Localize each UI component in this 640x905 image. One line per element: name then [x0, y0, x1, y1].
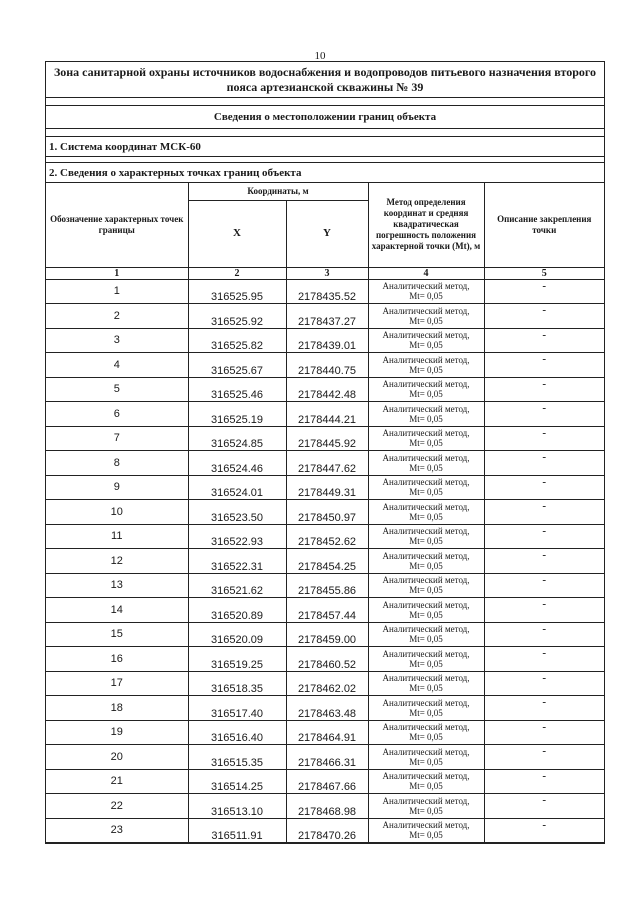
- table-row: [46, 524, 604, 549]
- header-y: Y: [286, 200, 368, 267]
- accuracy-text: Mt= 0,05: [409, 756, 443, 767]
- method-text: Аналитический метод,: [382, 673, 470, 684]
- point-description: -: [484, 279, 604, 304]
- point-description: -: [484, 696, 604, 721]
- table-row: [46, 500, 604, 525]
- coordinate-y: 2178452.62: [286, 524, 368, 549]
- point-id: 19: [46, 720, 188, 745]
- coordinate-y: 2178468.98: [286, 794, 368, 819]
- method-cell: [368, 475, 484, 500]
- method-cell: [368, 769, 484, 794]
- point-id: 20: [46, 745, 188, 770]
- coordinate-x: 316522.31: [188, 549, 286, 574]
- method-cell: [368, 549, 484, 574]
- accuracy-text: Mt= 0,05: [409, 364, 443, 375]
- point-id: 4: [46, 353, 188, 378]
- coordinate-x: 316520.09: [188, 622, 286, 647]
- spacer-row: [46, 98, 604, 106]
- coordinate-x: 316518.35: [188, 671, 286, 696]
- method-cell: [368, 304, 484, 329]
- table-row: [46, 671, 604, 696]
- table-row: [46, 402, 604, 427]
- column-number-2: 2: [188, 267, 286, 279]
- point-description: -: [484, 475, 604, 500]
- method-cell: [368, 818, 484, 843]
- table-row: [46, 745, 604, 770]
- coordinate-y: 2178462.02: [286, 671, 368, 696]
- method-text: Аналитический метод,: [382, 722, 470, 733]
- point-description: -: [484, 377, 604, 402]
- table-row: [46, 598, 604, 623]
- point-id: 14: [46, 598, 188, 623]
- coordinate-y: 2178442.48: [286, 377, 368, 402]
- document-title: Зона санитарной охраны источников водоснабжения и водопроводов питьевого назначения второго пояса артезианской скважины № 39: [46, 62, 604, 98]
- coordinate-x: 316525.82: [188, 328, 286, 353]
- header-x: X: [188, 200, 286, 267]
- point-id: 12: [46, 549, 188, 574]
- method-text: Аналитический метод,: [382, 648, 470, 659]
- points-table: [46, 183, 604, 843]
- accuracy-text: Mt= 0,05: [409, 315, 443, 326]
- coordinate-y: 2178463.48: [286, 696, 368, 721]
- point-id: 10: [46, 500, 188, 525]
- accuracy-text: Mt= 0,05: [409, 511, 443, 522]
- coordinate-y: 2178437.27: [286, 304, 368, 329]
- coordinate-x: 316523.50: [188, 500, 286, 525]
- table-row: [46, 573, 604, 598]
- point-description: -: [484, 647, 604, 672]
- column-number-4: 4: [368, 267, 484, 279]
- method-text: Аналитический метод,: [382, 305, 470, 316]
- coordinate-y: 2178457.44: [286, 598, 368, 623]
- point-id: 1: [46, 279, 188, 304]
- point-description: -: [484, 745, 604, 770]
- method-text: Аналитический метод,: [382, 379, 470, 390]
- method-cell: [368, 745, 484, 770]
- coordinate-y: 2178439.01: [286, 328, 368, 353]
- coordinate-x: 316524.85: [188, 426, 286, 451]
- accuracy-text: Mt= 0,05: [409, 634, 443, 645]
- point-id: 21: [46, 769, 188, 794]
- coordinate-y: 2178445.92: [286, 426, 368, 451]
- coordinate-x: 316516.40: [188, 720, 286, 745]
- section-characteristic-points: 2. Сведения о характерных точках границ объекта: [46, 163, 604, 183]
- point-id: 5: [46, 377, 188, 402]
- coordinate-x: 316525.19: [188, 402, 286, 427]
- header-point-designation: Обозначение характерных точек границы: [46, 183, 188, 267]
- coordinate-y: 2178460.52: [286, 647, 368, 672]
- accuracy-text: Mt= 0,05: [409, 560, 443, 571]
- point-id: 7: [46, 426, 188, 451]
- accuracy-text: Mt= 0,05: [409, 291, 443, 302]
- method-text: Аналитический метод,: [382, 697, 470, 708]
- method-text: Аналитический метод,: [382, 820, 470, 831]
- table-row: [46, 818, 604, 843]
- coordinate-y: 2178447.62: [286, 451, 368, 476]
- point-id: 3: [46, 328, 188, 353]
- accuracy-text: Mt= 0,05: [409, 389, 443, 400]
- point-description: -: [484, 549, 604, 574]
- accuracy-text: Mt= 0,05: [409, 683, 443, 694]
- method-text: Аналитический метод,: [382, 575, 470, 586]
- point-id: 9: [46, 475, 188, 500]
- spacer-row: [46, 129, 604, 137]
- table-row: [46, 377, 604, 402]
- coordinate-x: 316519.25: [188, 647, 286, 672]
- point-description: -: [484, 353, 604, 378]
- point-description: -: [484, 426, 604, 451]
- table-row: [46, 304, 604, 329]
- column-number-5: 5: [484, 267, 604, 279]
- method-cell: [368, 426, 484, 451]
- table-row: [46, 647, 604, 672]
- table-row: [46, 622, 604, 647]
- accuracy-text: Mt= 0,05: [409, 438, 443, 449]
- point-description: -: [484, 622, 604, 647]
- coordinate-y: 2178459.00: [286, 622, 368, 647]
- point-description: -: [484, 573, 604, 598]
- coordinate-x: 316517.40: [188, 696, 286, 721]
- table-row: [46, 328, 604, 353]
- method-text: Аналитический метод,: [382, 599, 470, 610]
- method-text: Аналитический метод,: [382, 330, 470, 341]
- point-id: 6: [46, 402, 188, 427]
- coordinate-y: 2178455.86: [286, 573, 368, 598]
- accuracy-text: Mt= 0,05: [409, 781, 443, 792]
- coordinate-x: 316525.95: [188, 279, 286, 304]
- method-text: Аналитический метод,: [382, 281, 470, 292]
- method-text: Аналитический метод,: [382, 354, 470, 365]
- method-text: Аналитический метод,: [382, 526, 470, 537]
- point-description: -: [484, 769, 604, 794]
- coordinate-y: 2178454.25: [286, 549, 368, 574]
- coordinate-y: 2178440.75: [286, 353, 368, 378]
- coordinate-y: 2178470.26: [286, 818, 368, 843]
- column-number-1: 1: [46, 267, 188, 279]
- method-text: Аналитический метод,: [382, 624, 470, 635]
- accuracy-text: Mt= 0,05: [409, 413, 443, 424]
- accuracy-text: Mt= 0,05: [409, 609, 443, 620]
- accuracy-text: Mt= 0,05: [409, 805, 443, 816]
- point-description: -: [484, 794, 604, 819]
- point-description: -: [484, 818, 604, 843]
- accuracy-text: Mt= 0,05: [409, 462, 443, 473]
- method-cell: [368, 279, 484, 304]
- table-row: [46, 279, 604, 304]
- method-cell: [368, 720, 484, 745]
- point-id: 8: [46, 451, 188, 476]
- coordinate-x: 316521.62: [188, 573, 286, 598]
- page-number: 10: [314, 50, 326, 62]
- coordinate-y: 2178466.31: [286, 745, 368, 770]
- point-description: -: [484, 500, 604, 525]
- point-id: 16: [46, 647, 188, 672]
- table-row: [46, 451, 604, 476]
- point-id: 11: [46, 524, 188, 549]
- column-number-3: 3: [286, 267, 368, 279]
- point-description: -: [484, 671, 604, 696]
- accuracy-text: Mt= 0,05: [409, 830, 443, 841]
- coordinate-y: 2178449.31: [286, 475, 368, 500]
- accuracy-text: Mt= 0,05: [409, 536, 443, 547]
- method-text: Аналитический метод,: [382, 452, 470, 463]
- method-text: Аналитический метод,: [382, 550, 470, 561]
- accuracy-text: Mt= 0,05: [409, 487, 443, 498]
- table-row: [46, 720, 604, 745]
- method-cell: [368, 622, 484, 647]
- method-cell: [368, 377, 484, 402]
- method-cell: [368, 598, 484, 623]
- table-row: [46, 794, 604, 819]
- method-cell: [368, 500, 484, 525]
- point-id: 15: [46, 622, 188, 647]
- accuracy-text: Mt= 0,05: [409, 658, 443, 669]
- header-coordinates: Координаты, м: [188, 183, 368, 200]
- coordinate-x: 316514.25: [188, 769, 286, 794]
- point-description: -: [484, 598, 604, 623]
- method-cell: [368, 671, 484, 696]
- table-row: [46, 696, 604, 721]
- method-cell: [368, 353, 484, 378]
- section-coordinate-system: 1. Система координат МСК-60: [46, 137, 604, 157]
- method-text: Аналитический метод,: [382, 501, 470, 512]
- table-row: [46, 353, 604, 378]
- coordinate-y: 2178467.66: [286, 769, 368, 794]
- point-description: -: [484, 524, 604, 549]
- method-cell: [368, 524, 484, 549]
- accuracy-text: Mt= 0,05: [409, 707, 443, 718]
- method-text: Аналитический метод,: [382, 746, 470, 757]
- method-cell: [368, 647, 484, 672]
- method-cell: [368, 573, 484, 598]
- table-row: [46, 475, 604, 500]
- point-id: 2: [46, 304, 188, 329]
- accuracy-text: Mt= 0,05: [409, 340, 443, 351]
- method-cell: [368, 402, 484, 427]
- point-description: -: [484, 304, 604, 329]
- point-id: 13: [46, 573, 188, 598]
- table-body: [46, 279, 604, 843]
- point-description: -: [484, 402, 604, 427]
- header-method: Метод определения координат и средняя квадратическая погрешность положения характерной точки (Mt), м: [368, 183, 484, 267]
- point-description: -: [484, 451, 604, 476]
- coordinate-x: 316525.92: [188, 304, 286, 329]
- coordinate-x: 316524.01: [188, 475, 286, 500]
- accuracy-text: Mt= 0,05: [409, 732, 443, 743]
- coordinate-y: 2178450.97: [286, 500, 368, 525]
- table-row: [46, 549, 604, 574]
- point-id: 22: [46, 794, 188, 819]
- header-description: Описание закрепления точки: [484, 183, 604, 267]
- point-id: 18: [46, 696, 188, 721]
- method-text: Аналитический метод,: [382, 428, 470, 439]
- section-location: Сведения о местоположении границ объекта: [46, 106, 604, 129]
- method-cell: [368, 451, 484, 476]
- coordinate-x: 316513.10: [188, 794, 286, 819]
- method-cell: [368, 328, 484, 353]
- method-text: Аналитический метод,: [382, 477, 470, 488]
- table-row: [46, 426, 604, 451]
- point-id: 23: [46, 818, 188, 843]
- coordinate-x: 316525.46: [188, 377, 286, 402]
- method-text: Аналитический метод,: [382, 771, 470, 782]
- document-frame: [45, 61, 605, 844]
- method-text: Аналитический метод,: [382, 795, 470, 806]
- accuracy-text: Mt= 0,05: [409, 585, 443, 596]
- point-description: -: [484, 328, 604, 353]
- point-id: 17: [46, 671, 188, 696]
- method-cell: [368, 696, 484, 721]
- table-row: [46, 769, 604, 794]
- coordinate-x: 316520.89: [188, 598, 286, 623]
- coordinate-y: 2178444.21: [286, 402, 368, 427]
- coordinate-x: 316522.93: [188, 524, 286, 549]
- coordinate-x: 316525.67: [188, 353, 286, 378]
- method-cell: [368, 794, 484, 819]
- method-text: Аналитический метод,: [382, 403, 470, 414]
- coordinate-x: 316515.35: [188, 745, 286, 770]
- point-description: -: [484, 720, 604, 745]
- coordinate-y: 2178464.91: [286, 720, 368, 745]
- coordinate-y: 2178435.52: [286, 279, 368, 304]
- coordinate-x: 316524.46: [188, 451, 286, 476]
- coordinate-x: 316511.91: [188, 818, 286, 843]
